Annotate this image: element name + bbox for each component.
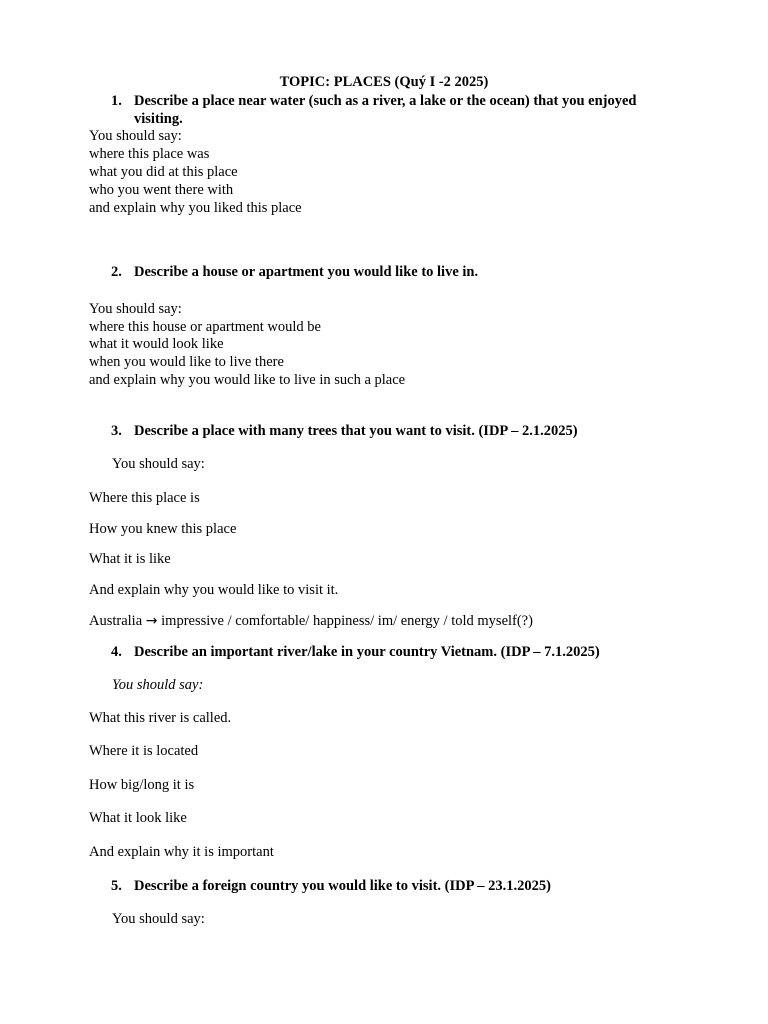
- cue-line: And explain why you would like to visit it.: [89, 582, 339, 598]
- you-should-say-label: You should say:: [112, 911, 205, 927]
- note-line: [89, 612, 533, 630]
- cue-line: where this place was: [89, 146, 210, 162]
- question-2-heading: [111, 263, 671, 281]
- cue-line: where this house or apartment would be: [89, 319, 321, 335]
- question-1-heading: [111, 92, 671, 128]
- cue-line: Where it is located: [89, 743, 199, 759]
- question-4-heading: [111, 643, 671, 661]
- cue-line: Where this place is: [89, 490, 200, 506]
- cue-line: And explain why it is important: [89, 844, 274, 860]
- question-text: Describe a house or apartment you would like to live in.: [134, 264, 479, 280]
- right-arrow-icon: →: [145, 613, 158, 629]
- question-3-heading: [111, 422, 671, 440]
- cue-line: and explain why you would like to live in such a place: [89, 372, 406, 388]
- question-number: 1.: [111, 93, 122, 109]
- cue-line: What it look like: [89, 810, 187, 826]
- you-should-say-label: You should say:: [112, 456, 205, 472]
- question-text: Describe a place with many trees that you want to visit. (IDP – 2.1.2025): [134, 423, 578, 439]
- note-prefix: Australia: [89, 613, 143, 629]
- cue-line: what it would look like: [89, 336, 224, 352]
- question-5-heading: [111, 877, 671, 895]
- cue-line: when you would like to live there: [89, 354, 284, 370]
- cue-line: and explain why you liked this place: [89, 200, 302, 216]
- note-text: impressive / comfortable/ happiness/ im/ energy / told myself(?): [161, 613, 533, 629]
- you-should-say-label: You should say:: [89, 301, 182, 317]
- question-number: 5.: [111, 878, 122, 894]
- question-text: Describe a foreign country you would like to visit. (IDP – 23.1.2025): [134, 878, 551, 894]
- question-number: 4.: [111, 644, 122, 660]
- question-text: Describe an important river/lake in your country Vietnam. (IDP – 7.1.2025): [134, 644, 600, 660]
- question-text: Describe a place near water (such as a river, a lake or the ocean) that you enjoyed visiting.: [134, 93, 637, 127]
- cue-line: How you knew this place: [89, 521, 237, 537]
- you-should-say-label: You should say:: [89, 128, 182, 144]
- cue-line: What it is like: [89, 551, 171, 567]
- cue-line: who you went there with: [89, 182, 234, 198]
- you-should-say-label: You should say:: [112, 677, 204, 693]
- cue-line: What this river is called.: [89, 710, 232, 726]
- page-title: TOPIC: PLACES (Quý I -2 2025): [279, 74, 489, 90]
- question-number: 3.: [111, 423, 122, 439]
- cue-line: How big/long it is: [89, 777, 195, 793]
- cue-line: what you did at this place: [89, 164, 238, 180]
- question-number: 2.: [111, 264, 122, 280]
